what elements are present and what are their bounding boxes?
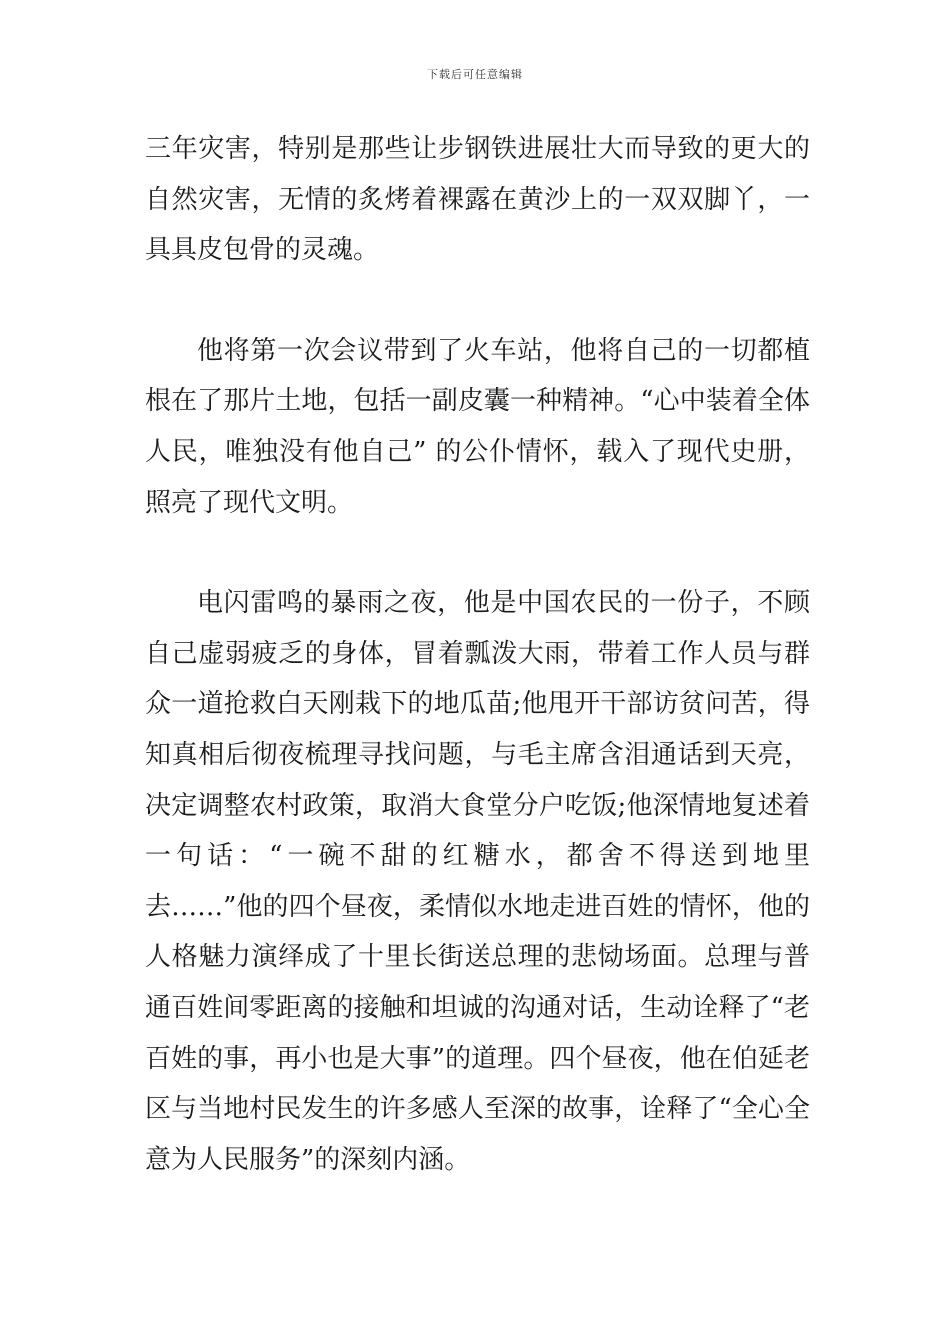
page-header-note: 下载后可任意编辑 xyxy=(427,68,523,81)
paragraph-3: 电闪雷鸣的暴雨之夜，他是中国农民的一份子，不顾自己虚弱疲乏的身体，冒着瓢泼大雨，带着工作人员与群众一道抢救白天刚栽下的地瓜苗;他甩开干部访贫问苦，得知真相后彻夜梳理寻找问题，与毛主席含泪通话到天亮，决定调整农村政策，取消大食堂分户吃饭;他深情地复述着一句话：“一碗不甜的红糖水，都舍不得送到地里去……”他的四个昼夜，柔情似水地走进百姓的情怀，他的人格魅力演绎成了十里长街送总理的悲恸场面。总理与普通百姓间零距离的接触和坦诚的沟通对话，生动诠释了“老百姓的事，再小也是大事”的道理。四个昼夜，他在伯延老区与当地村民发生的许多感人至深的故事，诠释了“全心全意为人民服务”的深刻内涵。 xyxy=(145,588,810,1175)
paragraph-2: 他将第一次会议带到了火车站，他将自己的一切都植根在了那片土地，包括一副皮囊一种精神。“心中装着全体人民，唯独没有他自己” 的公仆情怀，载入了现代史册，照亮了现代文明。 xyxy=(145,335,810,518)
paragraph-spacer xyxy=(145,276,810,326)
document-body xyxy=(145,124,810,1185)
paragraph-spacer xyxy=(145,528,810,578)
paragraph-1: 三年灾害，特别是那些让步钢铁进展壮大而导致的更大的自然灾害，无情的炙烤着裸露在黄沙上的一双双脚丫，一具具皮包骨的灵魂。 xyxy=(145,134,810,266)
